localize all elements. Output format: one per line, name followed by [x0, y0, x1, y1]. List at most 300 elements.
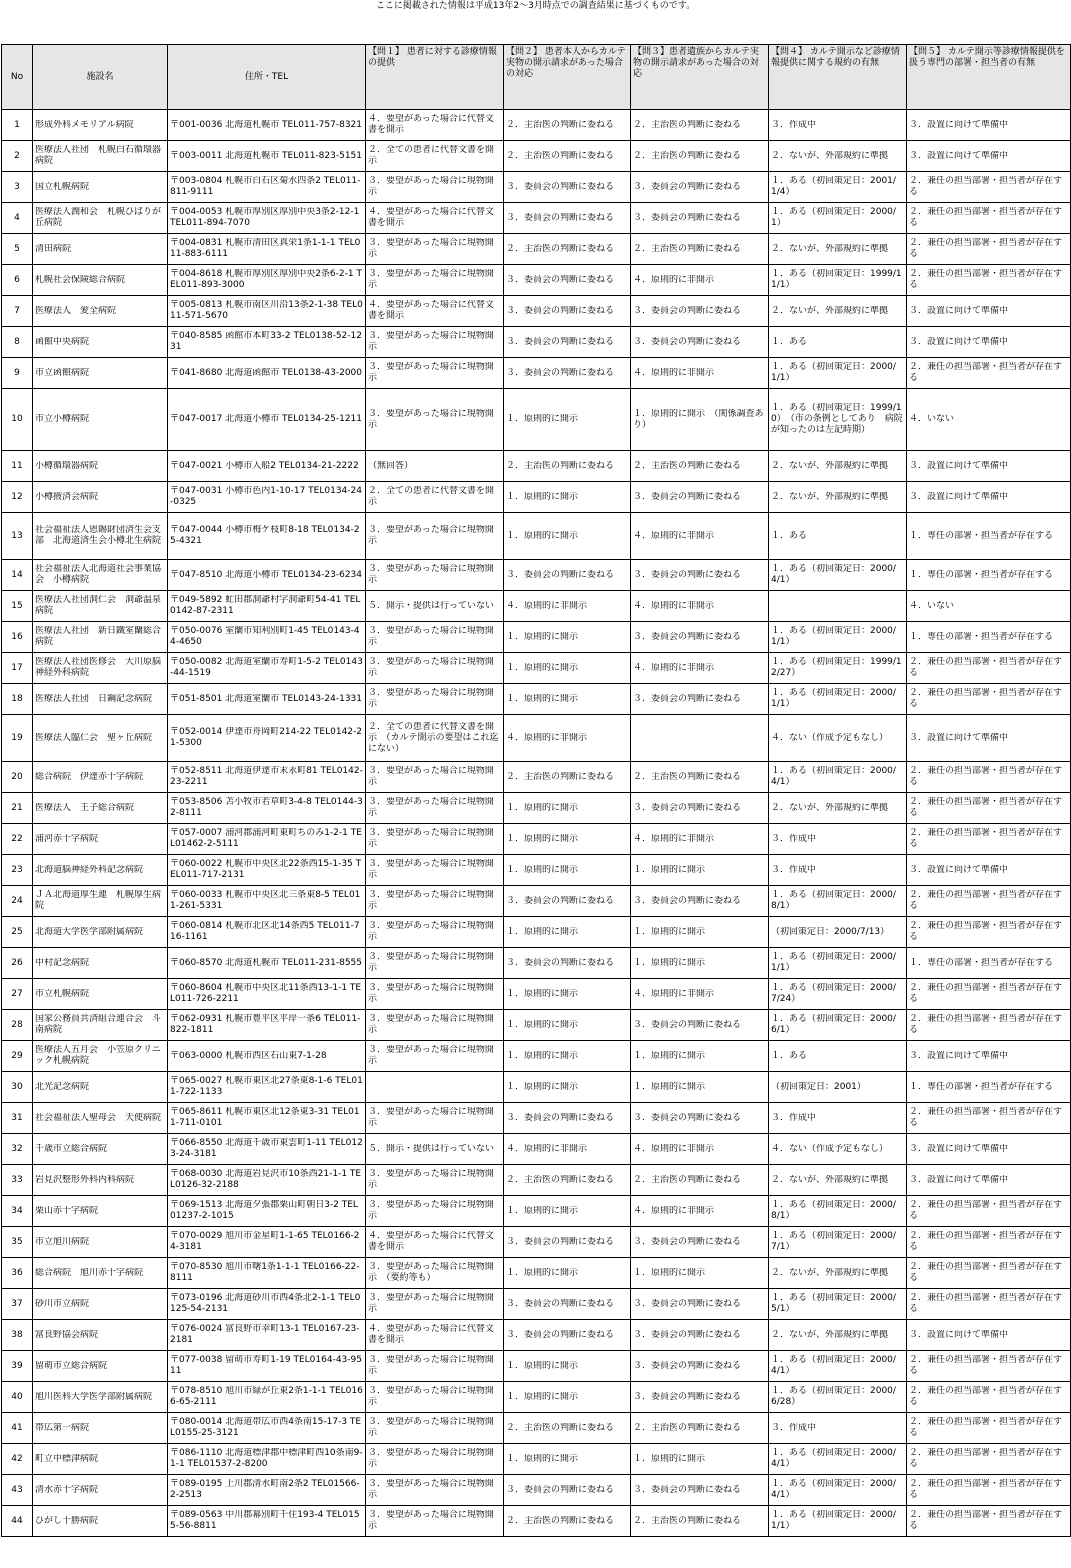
- q1-answer: [366, 265, 504, 296]
- q2-answer-text: １．原則的に開示: [506, 926, 579, 937]
- table-row: [2, 715, 1071, 762]
- q1-answer: [366, 684, 504, 715]
- q3-answer: [631, 265, 769, 296]
- address-tel-text: 〒060-8570 北海道札幌市 TEL011-231-8555: [170, 957, 363, 968]
- q4-answer: [769, 948, 907, 979]
- q5-answer: [907, 1320, 1071, 1351]
- q2-answer-text: ３．委員会の判断に委ねる: [506, 274, 615, 285]
- facility-name-text: 市立小樽病院: [35, 414, 90, 424]
- q3-answer-text: ２．主治医の判断に委ねる: [633, 243, 742, 254]
- row-no: [2, 172, 33, 203]
- q5-answer: [907, 1475, 1071, 1506]
- q3-answer: [631, 1227, 769, 1258]
- facility-name-text: 札幌社会保険総合病院: [35, 274, 126, 285]
- q5-answer: [907, 296, 1071, 327]
- q1-answer: [366, 1289, 504, 1320]
- address-tel-text: 〒003-0011 北海道札幌市 TEL011-823-5151: [170, 150, 363, 161]
- address-tel-text: 〒050-0076 室蘭市知利別町1-45 TEL0143-44-4650: [170, 626, 360, 647]
- q4-answer-text: １．ある（初回策定日：2000/4/1）: [771, 1355, 896, 1376]
- row-no-text: 14: [11, 569, 23, 580]
- q2-answer-text: ３．委員会の判断に委ねる: [506, 1484, 615, 1495]
- table-row: [2, 979, 1071, 1010]
- q5-answer: [907, 793, 1071, 824]
- q5-answer: [907, 327, 1071, 358]
- q1-answer-text: ３．要望があった場合に現物開示: [368, 1107, 494, 1128]
- table-row: [2, 1382, 1071, 1413]
- q3-answer-text: ４．原則的に非開示: [633, 833, 715, 844]
- q1-answer-text: ４．要望があった場合に代替文書を開示: [368, 207, 494, 228]
- address-tel-text: 〒080-0014 北海道帯広市西4条南15-17-3 TEL0155-25-3121: [170, 1417, 362, 1438]
- row-no: [2, 1072, 33, 1103]
- facility-name: [33, 1382, 168, 1413]
- address-tel: [168, 234, 366, 265]
- q2-answer: [504, 358, 631, 389]
- q3-answer: [631, 1351, 769, 1382]
- row-no: [2, 1506, 33, 1537]
- row-no-text: 43: [11, 1484, 23, 1495]
- q5-answer-text: ３．設置に向けて準備中: [909, 491, 1009, 502]
- address-tel-text: 〒060-0022 札幌市中央区北22条西15-1-35 TEL011-717-2131: [170, 859, 362, 880]
- table-row: [2, 451, 1071, 482]
- q5-answer: [907, 203, 1071, 234]
- q2-answer: [504, 1103, 631, 1134]
- facility-name: [33, 358, 168, 389]
- q2-answer-text: １．原則的に開示: [506, 530, 579, 541]
- q2-answer-text: ４．原則的に非開示: [506, 1143, 588, 1154]
- q4-answer: [769, 855, 907, 886]
- facility-name: [33, 1444, 168, 1475]
- q1-answer-text: ３．要望があった場合に現物開示: [368, 362, 494, 383]
- row-no-text: 20: [11, 771, 23, 782]
- table-row: [2, 824, 1071, 855]
- q5-answer: [907, 513, 1071, 560]
- address-tel-text: 〒070-0029 旭川市金星町1-1-65 TEL0166-24-3181: [170, 1231, 360, 1252]
- q5-answer-text: ２．兼任の担当部署・担当者が存在する: [909, 269, 1063, 290]
- q3-answer-text: ３．委員会の判断に委ねる: [633, 491, 742, 502]
- facility-name: [33, 296, 168, 327]
- facility-name-text: 富良野協会病院: [35, 1329, 99, 1340]
- q2-answer: [504, 917, 631, 948]
- q4-answer: [769, 1258, 907, 1289]
- address-tel-text: 〒052-8511 北海道伊達市末永町81 TEL0142-23-2211: [170, 766, 363, 787]
- facility-name-text: 医療法人 王子総合病院: [35, 802, 135, 813]
- q1-answer-text: ５．開示・提供は行っていない: [368, 600, 495, 611]
- q3-answer: [631, 855, 769, 886]
- q4-answer-text: １．ある（初回策定日：2000/4/1）: [771, 1448, 896, 1469]
- table-row: [2, 1413, 1071, 1444]
- q3-answer: [631, 762, 769, 793]
- table-row: [2, 560, 1071, 591]
- row-no: [2, 1444, 33, 1475]
- row-no-text: 4: [14, 212, 20, 223]
- address-tel: [168, 482, 366, 513]
- q5-answer-text: ２．兼任の担当部署・担当者が存在する: [909, 1479, 1063, 1500]
- table-row: [2, 622, 1071, 653]
- q3-answer: [631, 172, 769, 203]
- q5-answer-text: １．専任の部署・担当者が存在する: [909, 631, 1054, 642]
- q3-answer-text: ３．委員会の判断に委ねる: [633, 181, 742, 192]
- address-tel-text: 〒047-8510 北海道小樽市 TEL0134-23-6234: [170, 569, 363, 580]
- facility-name-text: 総合病院 伊達赤十字病院: [35, 771, 144, 782]
- header-address-tel: 住所・TEL: [168, 45, 366, 110]
- q4-answer: [769, 762, 907, 793]
- header-q2: 【問２】 患者本人からカルテ実物の開示請求があった場合の対応: [504, 45, 631, 110]
- q2-answer: [504, 1196, 631, 1227]
- q2-answer-text: １．原則的に開示: [506, 1205, 579, 1216]
- q1-answer: [366, 172, 504, 203]
- table-row: [2, 1134, 1071, 1165]
- q5-answer-text: ３．設置に向けて準備中: [909, 305, 1009, 316]
- address-tel: [168, 917, 366, 948]
- facility-name: [33, 1227, 168, 1258]
- address-tel: [168, 1351, 366, 1382]
- facility-name-text: 北光記念病院: [35, 1081, 90, 1092]
- row-no: [2, 979, 33, 1010]
- address-tel-text: 〒047-0031 小樽市色内1-10-17 TEL0134-24-0325: [170, 486, 362, 507]
- row-no: [2, 389, 33, 451]
- table-row: [2, 1289, 1071, 1320]
- q2-answer-text: ３．委員会の判断に委ねる: [506, 1236, 615, 1247]
- q3-answer: [631, 1506, 769, 1537]
- q3-answer-text: ３．委員会の判断に委ねる: [633, 305, 742, 316]
- row-no: [2, 513, 33, 560]
- q3-answer-text: ３．委員会の判断に委ねる: [633, 1298, 742, 1309]
- q3-answer-text: ３．委員会の判断に委ねる: [633, 1329, 742, 1340]
- facility-name-text: 小樽循環器病院: [35, 460, 99, 471]
- q4-answer-text: ２．ないが、外部規約に準拠: [771, 1267, 889, 1278]
- q2-answer: [504, 513, 631, 560]
- address-tel: [168, 513, 366, 560]
- q5-answer-text: ３．設置に向けて準備中: [909, 732, 1009, 743]
- row-no: [2, 1351, 33, 1382]
- q1-answer: [366, 1506, 504, 1537]
- q5-answer-text: ２．兼任の担当部署・担当者が存在する: [909, 362, 1063, 383]
- table-row: [2, 1444, 1071, 1475]
- q4-answer: [769, 1506, 907, 1537]
- table-row: [2, 1227, 1071, 1258]
- q4-answer: [769, 793, 907, 824]
- q1-answer: [366, 1258, 504, 1289]
- q2-answer-text: ４．原則的に非開示: [506, 732, 588, 743]
- address-tel-text: 〒057-0007 浦河郡浦河町東町ちのみ1-2-1 TEL01462-2-5111: [170, 828, 362, 849]
- q4-answer-text: １．ある（初回策定日：1999/12/27）: [771, 657, 902, 678]
- row-no-text: 26: [11, 957, 23, 968]
- q3-answer: [631, 1475, 769, 1506]
- q3-answer: [631, 1196, 769, 1227]
- q2-answer: [504, 948, 631, 979]
- q5-answer: [907, 1072, 1071, 1103]
- facility-name-text: 国立札幌病院: [35, 181, 90, 192]
- address-tel-text: 〒069-1513 北海道夕張郡栗山町朝日3-2 TEL01237-2-1015: [170, 1200, 358, 1221]
- q4-answer: [769, 715, 907, 762]
- q4-answer-text: １．ある（初回策定日：2000/6/1）: [771, 1014, 896, 1035]
- q1-answer-text: ２．全ての患者に代替文書を開示: [368, 145, 495, 166]
- address-tel-text: 〒076-0024 富良野市幸町13-1 TEL0167-23-2181: [170, 1324, 360, 1345]
- facility-name-text: 医療法人社団 新日鐵室蘭総合病院: [35, 626, 162, 647]
- row-no: [2, 141, 33, 172]
- q1-answer: [366, 1072, 504, 1103]
- q4-answer: [769, 1475, 907, 1506]
- q2-answer-text: ３．委員会の判断に委ねる: [506, 305, 615, 316]
- q2-answer-text: ３．委員会の判断に委ねる: [506, 957, 615, 968]
- q1-answer: [366, 141, 504, 172]
- q1-answer-text: ３．要望があった場合に現物開示: [368, 1479, 494, 1500]
- row-no: [2, 451, 33, 482]
- q3-answer: [631, 110, 769, 141]
- facility-name: [33, 886, 168, 917]
- q3-answer-text: ２．主治医の判断に委ねる: [633, 1422, 742, 1433]
- facility-name-text: 清田病院: [35, 243, 72, 254]
- header-q4: 【問４】 カルテ開示など診療情報提供に関する規約の有無: [769, 45, 907, 110]
- q1-answer-text: ３．要望があった場合に現物開示: [368, 525, 494, 546]
- q5-answer-text: ３．設置に向けて準備中: [909, 1174, 1009, 1185]
- q5-answer-text: ２．兼任の担当部署・担当者が存在する: [909, 890, 1063, 911]
- row-no-text: 15: [11, 600, 23, 611]
- q2-answer-text: ３．委員会の判断に委ねる: [506, 895, 615, 906]
- q4-answer: [769, 1227, 907, 1258]
- q2-answer-text: １．原則的に開示: [506, 802, 579, 813]
- header-q1: 【問１】 患者に対する診療情報の提供: [366, 45, 504, 110]
- table-row: [2, 1041, 1071, 1072]
- q2-answer-text: １．原則的に開示: [506, 1081, 579, 1092]
- q5-answer-text: ３．設置に向けて準備中: [909, 1329, 1009, 1340]
- address-tel: [168, 1382, 366, 1413]
- row-no: [2, 265, 33, 296]
- facility-name: [33, 793, 168, 824]
- facility-name: [33, 1196, 168, 1227]
- q4-answer: [769, 591, 907, 622]
- table-row: [2, 917, 1071, 948]
- table-row: [2, 172, 1071, 203]
- q4-answer-text: ３．作成中: [771, 864, 817, 875]
- q5-answer: [907, 482, 1071, 513]
- q5-answer: [907, 1103, 1071, 1134]
- facility-name-text: 医療法人社団医修会 大川原脳神経外科病院: [35, 657, 162, 678]
- row-no-text: 8: [14, 336, 20, 347]
- q2-answer-text: ４．原則的に非開示: [506, 600, 588, 611]
- q3-answer-text: ４．原則的に非開示: [633, 662, 715, 673]
- q2-answer-text: ２．主治医の判断に委ねる: [506, 119, 615, 130]
- facility-name-text: 千歳市立総合病院: [35, 1143, 108, 1154]
- q1-answer-text: ３．要望があった場合に現物開示: [368, 408, 494, 430]
- q4-answer-text: １．ある（初回策定日：1999/11/1）: [771, 269, 902, 290]
- row-no: [2, 1103, 33, 1134]
- address-tel-text: 〒003-0804 札幌市白石区菊水四条2 TEL011-811-9111: [170, 176, 361, 197]
- address-tel-text: 〒065-8611 札幌市東区北12条東3-31 TEL011-711-0101: [170, 1107, 360, 1128]
- q2-answer: [504, 1382, 631, 1413]
- q5-answer: [907, 886, 1071, 917]
- survey-table: [1, 44, 1071, 1537]
- q5-answer: [907, 1382, 1071, 1413]
- q2-answer: [504, 1289, 631, 1320]
- q3-answer: [631, 1258, 769, 1289]
- row-no-text: 16: [11, 631, 23, 642]
- q3-answer-text: ４．原則的に非開示: [633, 1205, 715, 1216]
- address-tel: [168, 451, 366, 482]
- row-no-text: 22: [11, 833, 23, 844]
- address-tel-text: 〒089-0195 上川郡清水町南2条2 TEL01566-2-2513: [170, 1479, 360, 1500]
- table-row: [2, 1475, 1071, 1506]
- q2-answer: [504, 265, 631, 296]
- q5-answer-text: ３．設置に向けて準備中: [909, 119, 1009, 130]
- q5-answer-text: ２．兼任の担当部署・担当者が存在する: [909, 1231, 1063, 1252]
- row-no: [2, 482, 33, 513]
- address-tel-text: 〒060-0033 札幌市中央区北三条東8-5 TEL011-261-5331: [170, 890, 361, 911]
- q4-answer-text: ３．作成中: [771, 1422, 817, 1433]
- address-tel-text: 〒066-8550 北海道千歳市東雲町1-11 TEL0123-24-3181: [170, 1138, 363, 1159]
- q3-answer-text: ２．主治医の判断に委ねる: [633, 119, 742, 130]
- q4-answer-text: １．ある（初回策定日：2000/4/1）: [771, 1479, 896, 1500]
- address-tel: [168, 1258, 366, 1289]
- q4-answer-text: ４．ない（作成予定もなし）: [771, 732, 889, 743]
- address-tel-text: 〒004-8618 札幌市厚別区厚別中央2条6-2-1 TEL011-893-3000: [170, 269, 362, 290]
- q2-answer: [504, 684, 631, 715]
- q3-answer-text: ４．原則的に非開示: [633, 274, 715, 285]
- q5-answer-text: ２．兼任の担当部署・担当者が存在する: [909, 657, 1063, 678]
- q3-answer-text: １．原則的に開示 （関係調査あり）: [633, 408, 764, 430]
- q4-answer-text: １．ある（初回策定日：2000/6/28）: [771, 1386, 896, 1407]
- facility-name-text: 社会福祉法人聖母会 天使病院: [35, 1112, 162, 1123]
- q5-answer-text: ３．設置に向けて準備中: [909, 460, 1009, 471]
- q1-answer: [366, 1382, 504, 1413]
- facility-name-text: 医療法人臨仁会 聖ヶ丘病院: [35, 732, 153, 743]
- q3-answer: [631, 1041, 769, 1072]
- q5-answer: [907, 948, 1071, 979]
- q2-answer: [504, 979, 631, 1010]
- q2-answer: [504, 1475, 631, 1506]
- row-no-text: 12: [11, 491, 23, 502]
- facility-name: [33, 1072, 168, 1103]
- facility-name-text: 砂川市立病院: [35, 1298, 90, 1309]
- row-no-text: 1: [14, 119, 20, 130]
- q2-answer-text: ３．委員会の判断に委ねる: [506, 212, 615, 223]
- address-tel: [168, 296, 366, 327]
- facility-name: [33, 1506, 168, 1537]
- q3-answer: [631, 1134, 769, 1165]
- q2-answer: [504, 1258, 631, 1289]
- q1-answer: [366, 762, 504, 793]
- q2-answer: [504, 451, 631, 482]
- q1-answer-text: ３．要望があった場合に現物開示: [368, 1417, 494, 1438]
- q5-answer-text: ２．兼任の担当部署・担当者が存在する: [909, 1107, 1063, 1128]
- q2-answer: [504, 1506, 631, 1537]
- address-tel-text: 〒063-0000 札幌市西区石山東7-1-28: [170, 1050, 327, 1061]
- q4-answer-text: １．ある（初回策定日：2000/8/1）: [771, 1200, 896, 1221]
- address-tel: [168, 141, 366, 172]
- row-no-text: 31: [11, 1112, 23, 1123]
- q1-answer-text: ５．開示・提供は行っていない: [368, 1143, 495, 1154]
- q2-answer-text: １．原則的に開示: [506, 1360, 579, 1371]
- q1-answer-text: ３．要望があった場合に現物開示 （要約等も）: [368, 1262, 494, 1283]
- facility-name: [33, 234, 168, 265]
- table-row: [2, 1010, 1071, 1041]
- q3-answer: [631, 948, 769, 979]
- facility-name-text: 医療法人社団 日鋼記念病院: [35, 693, 153, 704]
- q4-answer: [769, 358, 907, 389]
- table-row: [2, 234, 1071, 265]
- row-no-text: 33: [11, 1174, 23, 1185]
- q2-answer-text: ３．委員会の判断に委ねる: [506, 181, 615, 192]
- address-tel-text: 〒068-0030 北海道岩見沢市10条西21-1-1 TEL0126-32-2188: [170, 1169, 362, 1190]
- q5-answer-text: ２．兼任の担当部署・担当者が存在する: [909, 176, 1063, 197]
- q2-answer-text: １．原則的に開示: [506, 988, 579, 999]
- q1-answer-text: ４．要望があった場合に代替文書を開示: [368, 300, 494, 321]
- q3-answer: [631, 824, 769, 855]
- q3-answer-text: １．原則的に開示: [633, 926, 706, 937]
- row-no: [2, 824, 33, 855]
- row-no: [2, 622, 33, 653]
- q4-answer: [769, 389, 907, 451]
- facility-name-text: 中村記念病院: [35, 957, 90, 968]
- q5-answer: [907, 172, 1071, 203]
- q1-answer: [366, 327, 504, 358]
- row-no-text: 34: [11, 1205, 23, 1216]
- address-tel: [168, 1010, 366, 1041]
- row-no-text: 30: [11, 1081, 23, 1092]
- q1-answer: [366, 296, 504, 327]
- facility-name: [33, 684, 168, 715]
- q5-answer-text: ４．いない: [909, 600, 955, 611]
- address-tel: [168, 1041, 366, 1072]
- facility-name-text: 医療法人 愛全病院: [35, 305, 117, 316]
- q4-answer: [769, 265, 907, 296]
- address-tel: [168, 1227, 366, 1258]
- row-no: [2, 1196, 33, 1227]
- q3-answer-text: ３．委員会の判断に委ねる: [633, 895, 742, 906]
- q3-answer: [631, 1072, 769, 1103]
- survey-note: ここに掲載された情報は平成13年2〜3月時点での調査結果に基づくものです。: [375, 1, 696, 11]
- q4-answer-text: ３．作成中: [771, 833, 817, 844]
- address-tel: [168, 1165, 366, 1196]
- q1-answer-text: ３．要望があった場合に現物開示: [368, 1355, 494, 1376]
- q4-answer-text: １．ある（初回策定日：2000/4/1）: [771, 564, 896, 585]
- q1-answer-text: （無回答）: [368, 460, 414, 471]
- header-row: [2, 45, 1071, 110]
- facility-name-text: 北海道大学医学部附属病院: [35, 926, 144, 937]
- address-tel: [168, 1413, 366, 1444]
- facility-name-text: 国家公務員共済組合連合会 斗南病院: [35, 1014, 162, 1035]
- row-no: [2, 855, 33, 886]
- row-no: [2, 684, 33, 715]
- q2-answer: [504, 1072, 631, 1103]
- address-tel: [168, 793, 366, 824]
- q3-answer: [631, 513, 769, 560]
- q1-answer-text: ３．要望があった場合に現物開示: [368, 1014, 494, 1035]
- address-tel-text: 〒047-0021 小樽市入船2 TEL0134-21-2222: [170, 460, 359, 471]
- address-tel: [168, 979, 366, 1010]
- q3-answer-text: １．原則的に開示: [633, 864, 706, 875]
- q1-answer-text: ３．要望があった場合に現物開示: [368, 1510, 494, 1531]
- table-row: [2, 1506, 1071, 1537]
- q4-answer-text: ２．ないが、外部規約に準拠: [771, 460, 889, 471]
- q1-answer: [366, 482, 504, 513]
- address-tel: [168, 327, 366, 358]
- q5-answer: [907, 1444, 1071, 1475]
- q2-answer-text: １．原則的に開示: [506, 631, 579, 642]
- q3-answer-text: ２．主治医の判断に委ねる: [633, 1515, 742, 1526]
- q1-answer-text: ３．要望があった場合に現物開示: [368, 859, 494, 880]
- q5-answer-text: ２．兼任の担当部署・担当者が存在する: [909, 1417, 1063, 1438]
- q5-answer: [907, 451, 1071, 482]
- q4-answer: [769, 653, 907, 684]
- q5-answer: [907, 762, 1071, 793]
- q4-answer-text: ３．作成中: [771, 119, 817, 130]
- q2-answer: [504, 1444, 631, 1475]
- q2-answer: [504, 1227, 631, 1258]
- table-row: [2, 948, 1071, 979]
- q4-answer: [769, 296, 907, 327]
- row-no: [2, 234, 33, 265]
